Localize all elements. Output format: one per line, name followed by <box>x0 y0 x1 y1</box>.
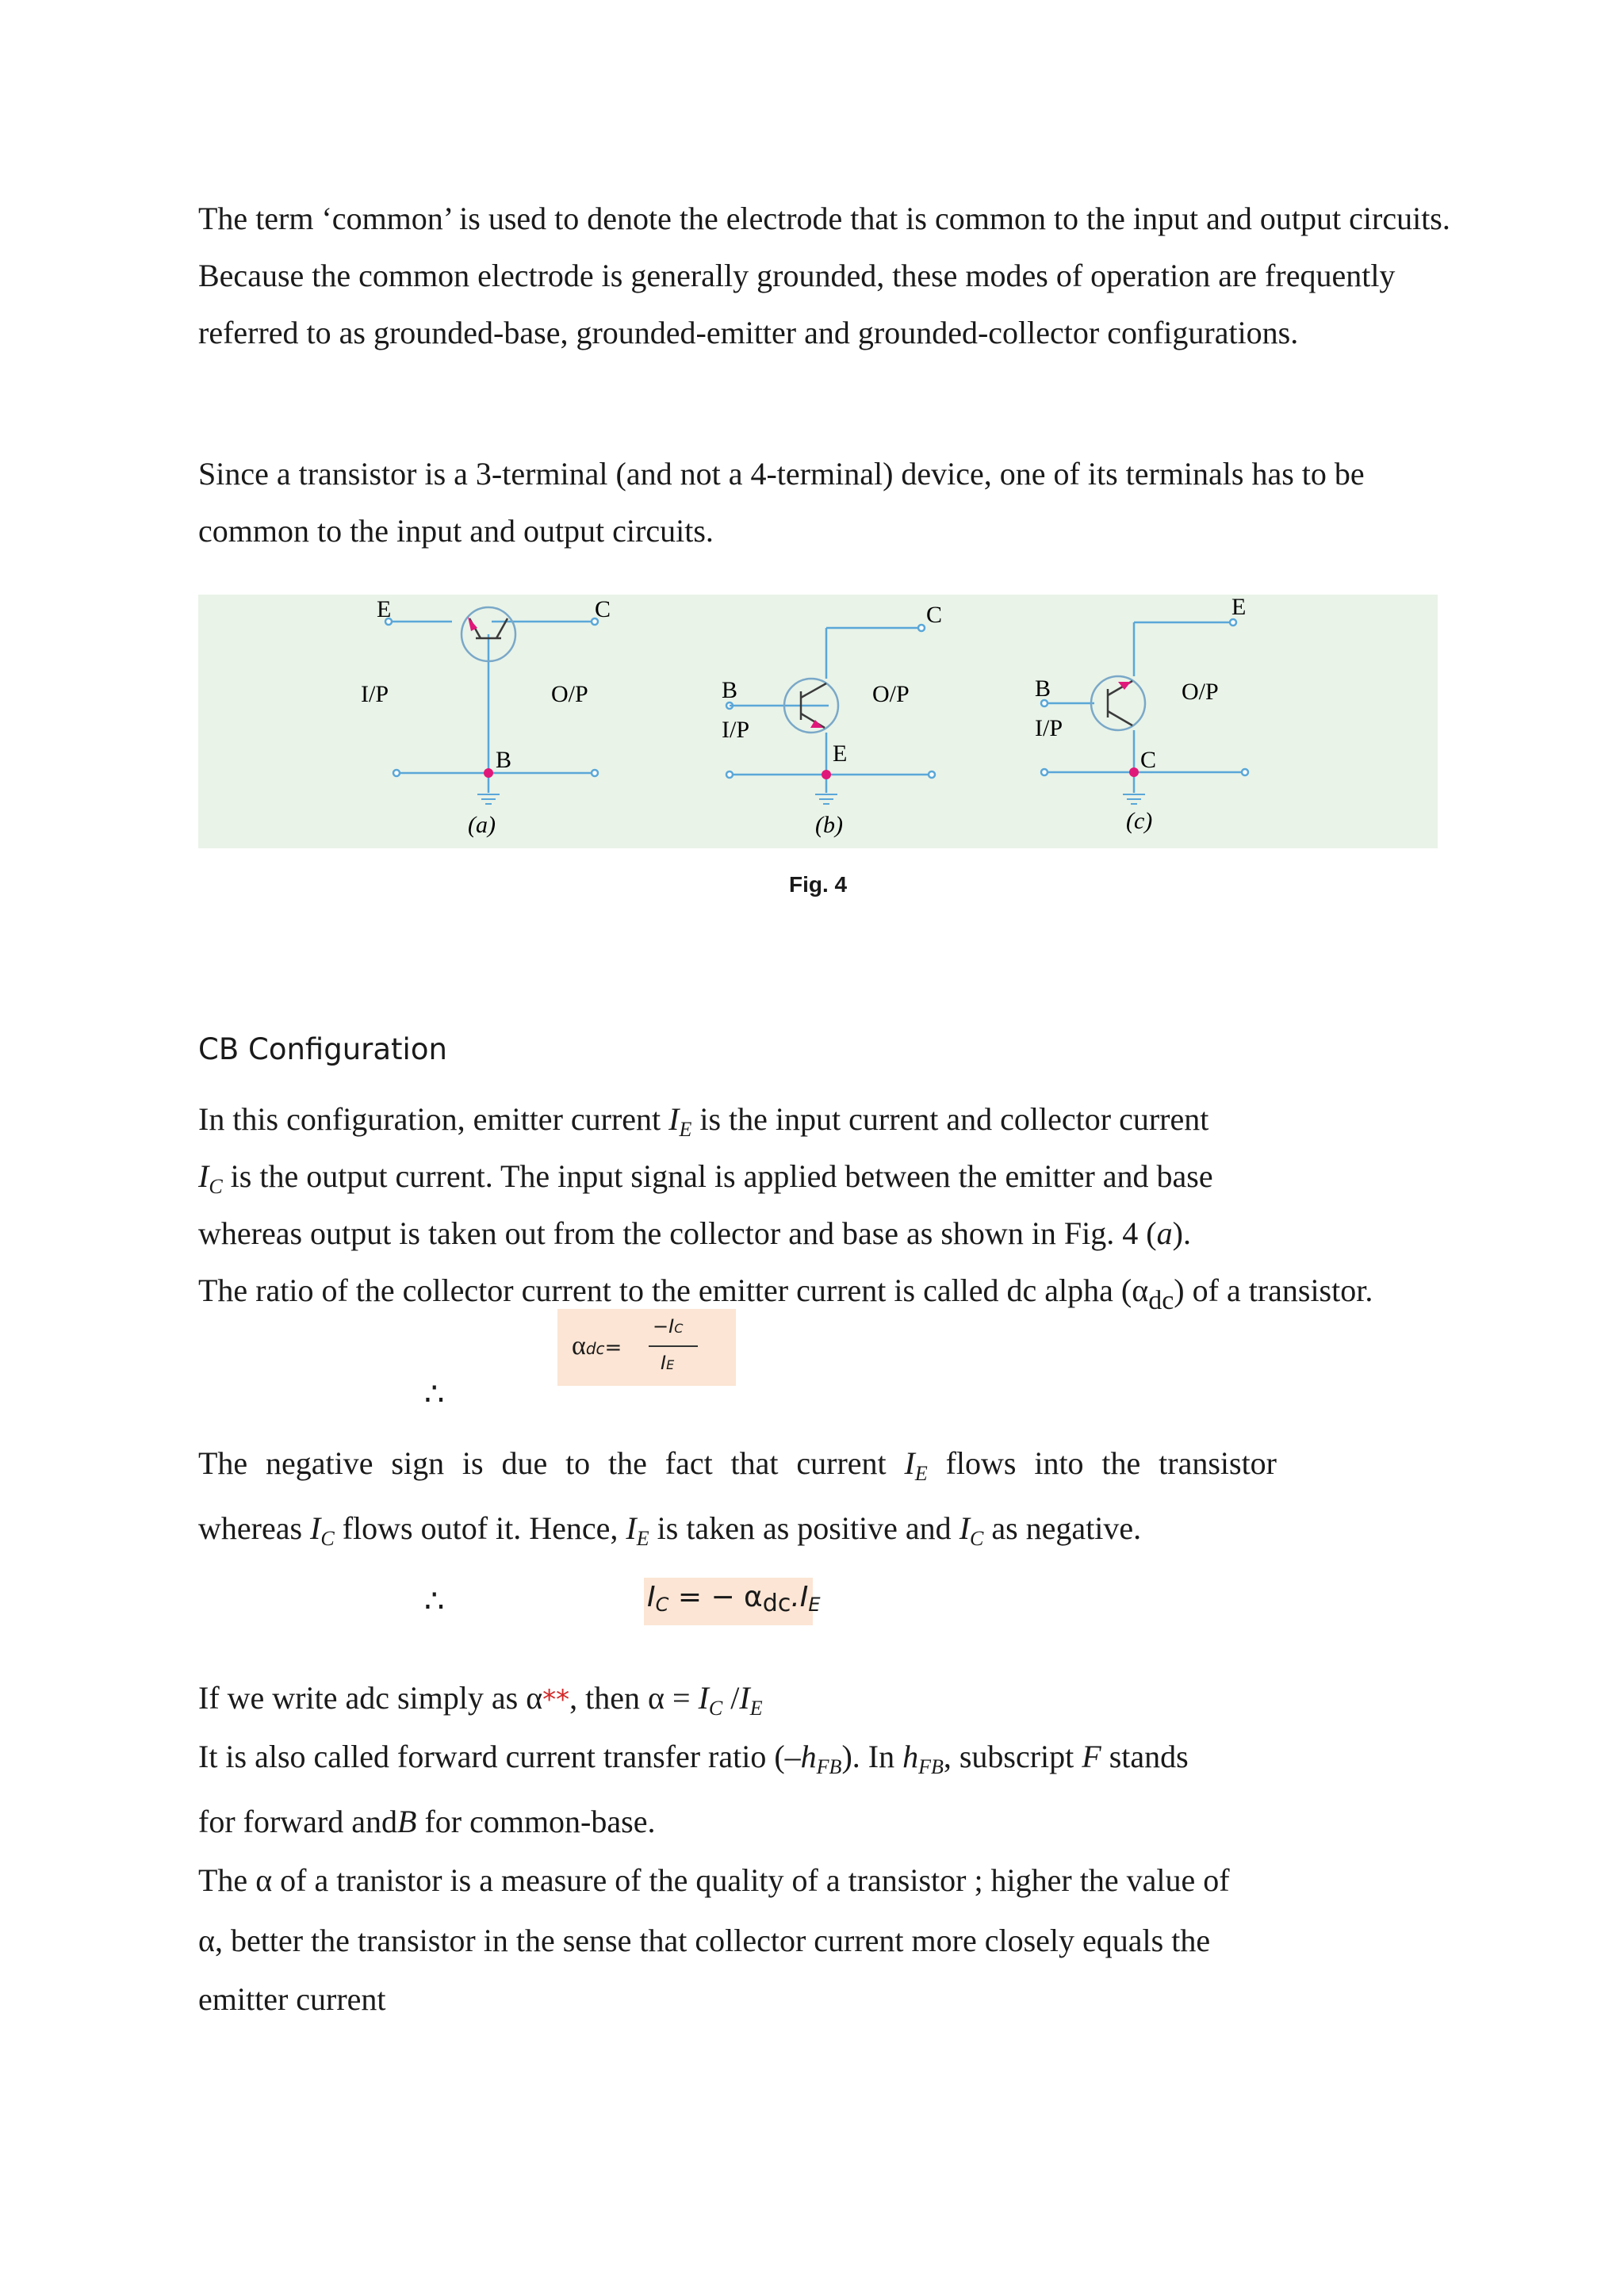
alpha-dc-symbol: αdc= <box>572 1331 622 1360</box>
fig-c-base-label: B <box>1035 675 1051 702</box>
fig-a-input-label: I/P <box>361 681 389 707</box>
cb-line-2: $I_C$ is the output current. The input signal is applied between the emitter and base <box>198 1158 1213 1198</box>
therefore-symbol-1: ∴ <box>424 1376 445 1412</box>
fig-c-collector-label: C <box>1140 747 1157 773</box>
circuit-diagrams <box>198 595 1438 848</box>
collector-current-equation: IC = − αdc.IE <box>644 1578 813 1625</box>
cb-line-3: whereas output is taken out from the collector and base as shown in Fig. 4 (a). <box>198 1215 1191 1251</box>
fig-a-emitter-label: E <box>377 596 392 622</box>
alpha-line-5: α, better the transistor in the sense that collector current more closely equals the <box>198 1923 1211 1958</box>
cb-line-1: In this configuration, emitter current $I_E$ is the input current and collector current <box>198 1101 1209 1141</box>
fig-a-collector-label: C <box>595 596 611 622</box>
fig-c-emitter-label: E <box>1231 595 1247 620</box>
fig-c-caption: (c) <box>1126 808 1153 834</box>
negative-sign-line-2: whereas $I_C$ flows outof it. Hence, $I_E$ is taken as positive and $I_C$ as negative. <box>198 1510 1142 1550</box>
alpha-line-3: for forward andB for common-base. <box>198 1804 656 1839</box>
therefore-symbol-2: ∴ <box>424 1583 445 1619</box>
fig-c-output-label: O/P <box>1182 679 1219 705</box>
alpha-line-4: The α of a tranistor is a measure of the quality of a transistor ; higher the value of <box>198 1862 1230 1898</box>
fig-b-emitter-label: E <box>833 740 848 767</box>
intro-paragraph-2: Since a transistor is a 3-terminal (and not a 4-terminal) device, one of its terminals has to be common to the input and output circuits. <box>198 456 1365 549</box>
alpha-equation-box <box>557 1309 736 1386</box>
fig-b-caption: (b) <box>815 812 843 838</box>
alpha-line-2: It is also called forward current transfer ratio $(-h_{FB})$. In $h_{FB}$, subscript F stands <box>198 1739 1189 1778</box>
cb-line-4: The ratio of the collector current to the emitter current is called dc alpha $(\alpha_{dc})$ of a transistor. <box>198 1272 1373 1315</box>
section-heading: CB Configuration <box>198 1032 447 1066</box>
intro-paragraph-1: The term ‘common’ is used to denote the electrode that is common to the input and output circuits. Because the common electrode is generally grounded, these modes of operation are frequently referred to as grounded-base, grounded-emitter and grounded-collector configurations. <box>198 201 1450 350</box>
fig-a-output-label: O/P <box>551 681 588 707</box>
alpha-numerator: −IC <box>653 1315 684 1337</box>
alpha-line-6: emitter current <box>198 1981 386 2017</box>
fig-c-input-label: I/P <box>1035 715 1063 741</box>
negative-sign-line-1: The negative sign is due to the fact that current $I_E$ flows into the transistor <box>198 1445 1277 1485</box>
fig-b-base-label: B <box>722 677 738 703</box>
figure-caption: Fig. 4 <box>789 872 848 897</box>
fig-b-output-label: O/P <box>872 681 910 707</box>
fraction-bar <box>649 1345 698 1347</box>
fig-a-caption: (a) <box>468 812 496 838</box>
transistor-configurations-figure <box>198 595 1438 848</box>
alpha-denominator: IE <box>661 1352 675 1374</box>
fig-b-input-label: I/P <box>722 717 750 743</box>
fig-b-collector-label: C <box>926 602 943 628</box>
fig-a-base-label: B <box>496 747 512 773</box>
alpha-line-1: If we write adc simply as α**, then $\alpha = I_C$ $/I_E$ <box>198 1680 763 1720</box>
